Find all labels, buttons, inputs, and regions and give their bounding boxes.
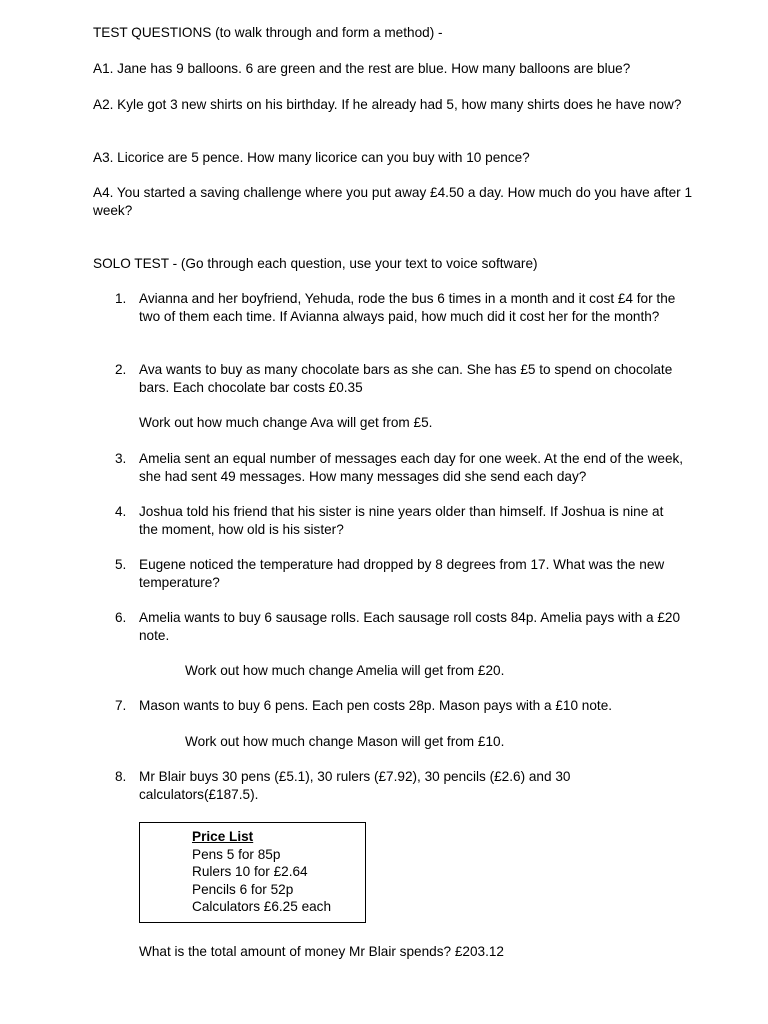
test-question-a1: A1. Jane has 9 balloons. 6 are green and the rest are blue. How many balloons are blue?: [93, 61, 631, 76]
question-number: 8.: [115, 769, 127, 784]
question-text: Amelia wants to buy 6 sausage rolls. Each sausage roll costs 84p. Amelia pays with a £20 note.: [139, 610, 681, 643]
question-number: 2.: [115, 362, 127, 377]
question-number: 7.: [115, 698, 127, 713]
question-number: 4.: [115, 504, 127, 519]
question-number: 5.: [115, 557, 127, 572]
question-followup: What is the total amount of money Mr Blair spends? £203.12: [139, 944, 504, 959]
price-list: [192, 828, 331, 916]
question-text: Joshua told his friend that his sister is nine years older than himself. If Joshua is nine at the moment, how old is his sister?: [139, 504, 664, 537]
question-text: Amelia sent an equal number of messages each day for one week. At the end of the week, she had sent 49 messages. How many messages did she send each day?: [139, 451, 684, 484]
question-followup: Work out how much change Amelia will get from £20.: [185, 663, 505, 678]
question-followup: Work out how much change Mason will get from £10.: [185, 734, 505, 749]
test-question-a2: A2. Kyle got 3 new shirts on his birthday. If he already had 5, how many shirts does he have now?: [93, 97, 682, 112]
price-list-item: Calculators £6.25 each: [192, 899, 332, 914]
question-number: 3.: [115, 451, 127, 466]
question-text: Mr Blair buys 30 pens (£5.1), 30 rulers (£7.92), 30 pencils (£2.6) and 30 calculators(£187.5).: [139, 769, 571, 802]
test-questions-heading: TEST QUESTIONS (to walk through and form a method) -: [93, 25, 443, 40]
question-text: Avianna and her boyfriend, Yehuda, rode the bus 6 times in a month and it cost £4 for the two of them each time. If Avianna always paid, how much did it cost her for the month?: [139, 291, 676, 324]
price-list-title: Price List: [192, 829, 254, 844]
price-list-item: Pens 5 for 85p: [192, 846, 281, 862]
price-list-item: Pencils 6 for 52p: [192, 881, 294, 897]
question-text: Ava wants to buy as many chocolate bars as she can. She has £5 to spend on chocolate bars. Each chocolate bar costs £0.35: [139, 362, 673, 395]
question-text: Mason wants to buy 6 pens. Each pen costs 28p. Mason pays with a £10 note.: [139, 698, 613, 713]
question-text: Eugene noticed the temperature had dropped by 8 degrees from 17. What was the new temperature?: [139, 557, 665, 590]
question-followup: Work out how much change Ava will get from £5.: [139, 415, 433, 430]
price-list-item: Rulers 10 for £2.64: [192, 864, 308, 879]
question-number: 6.: [115, 610, 127, 625]
solo-test-heading: SOLO TEST - (Go through each question, use your text to voice software): [93, 256, 538, 271]
test-question-a4: A4. You started a saving challenge where you put away £4.50 a day. How much do you have after 1 week?: [93, 185, 693, 218]
question-number: 1.: [115, 291, 127, 306]
test-question-a3: A3. Licorice are 5 pence. How many licorice can you buy with 10 pence?: [93, 150, 530, 165]
price-list-box: [139, 822, 366, 923]
